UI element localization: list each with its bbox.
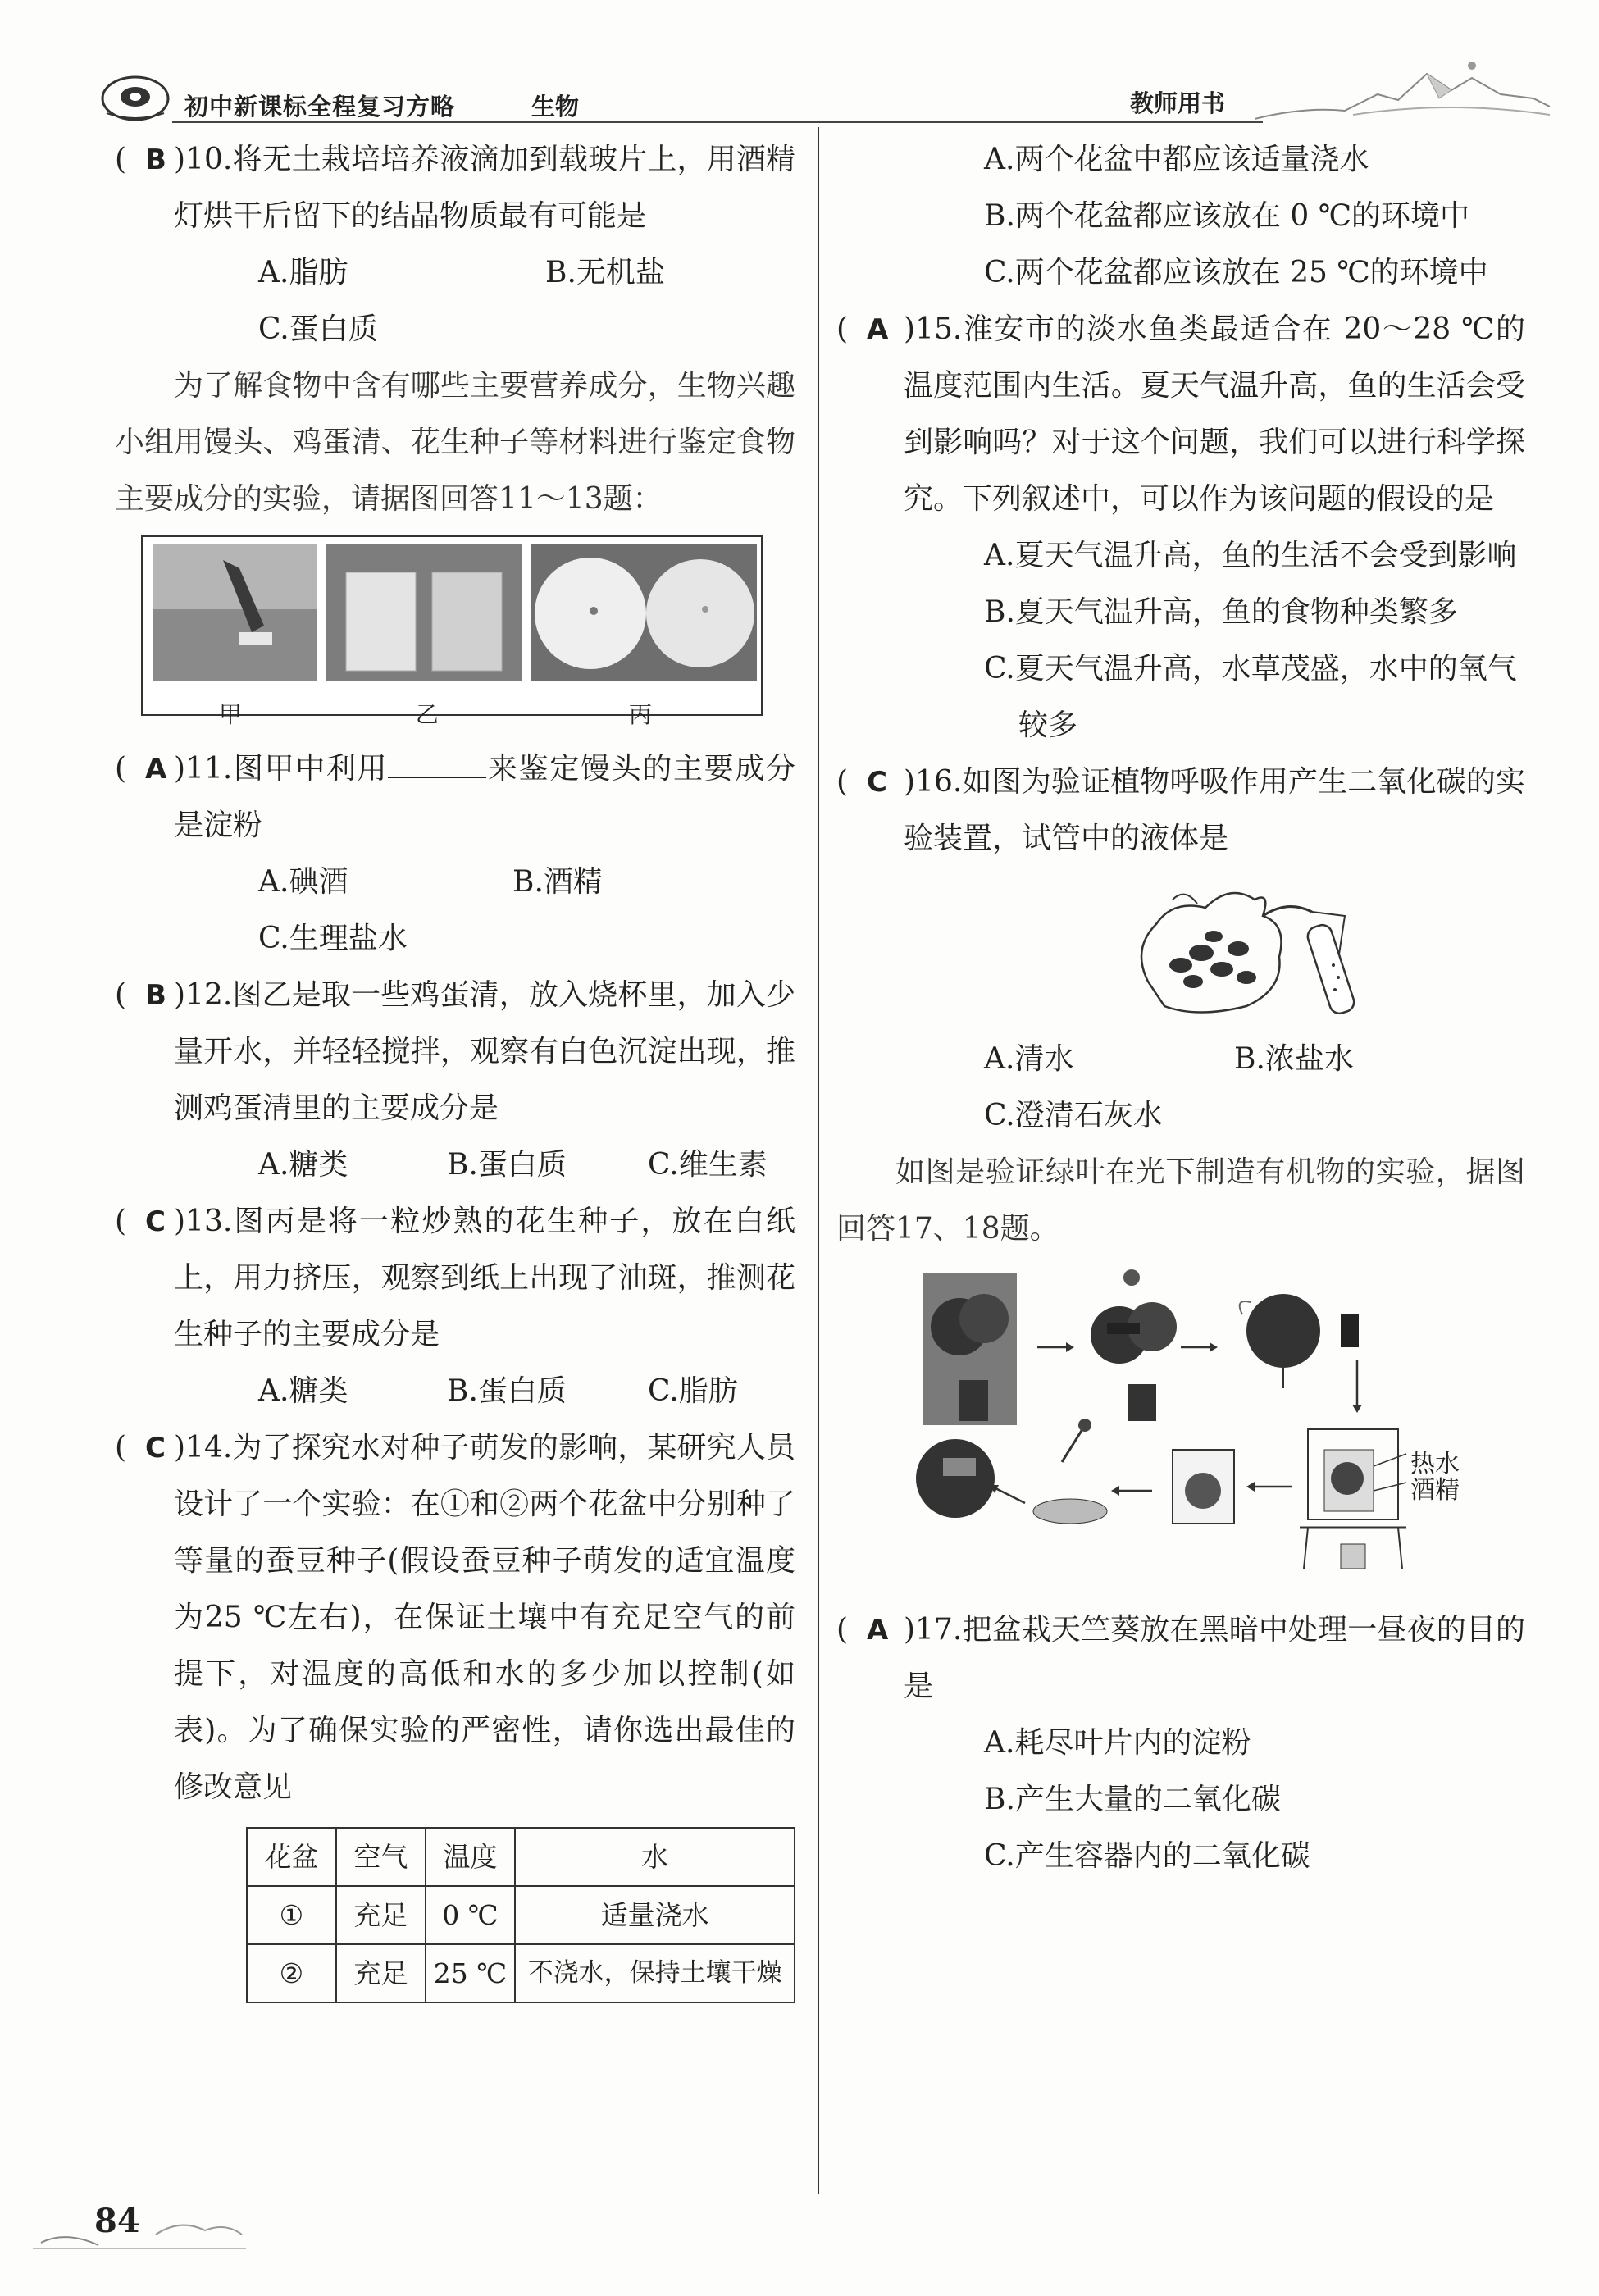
- edition-label: 教师用书: [1130, 89, 1226, 117]
- mountain-decoration-icon: [1255, 49, 1550, 127]
- figure-label-bing: 丙: [629, 701, 653, 728]
- subject-label: 生物: [531, 93, 580, 121]
- q14-option-c: C.两个花盆都应该放在 25 ℃的环境中: [984, 256, 1488, 289]
- table-cell: 0 ℃: [426, 1886, 515, 1944]
- answer-letter: C: [866, 766, 887, 799]
- option-a: A.清水: [984, 1042, 1074, 1076]
- option-a: A.糖类: [258, 1148, 348, 1182]
- right-column: [836, 131, 1525, 1884]
- answer-bracket: ( A: [115, 752, 167, 786]
- option-b: B.蛋白质: [447, 1148, 567, 1182]
- option-b: B.无机盐: [545, 256, 665, 289]
- table-header-cell: 水: [515, 1828, 795, 1886]
- q14-option-b: B.两个花盆都应该放在 0 ℃的环境中: [984, 199, 1469, 233]
- option-c: C.生理盐水: [258, 922, 408, 955]
- question-12: [115, 967, 795, 1137]
- question-13: [115, 1193, 795, 1363]
- figure-label-jia: 甲: [219, 701, 243, 728]
- options-row: [258, 244, 795, 301]
- table-cell: 适量浇水: [515, 1886, 795, 1944]
- page-number: 84: [94, 2202, 140, 2240]
- options-row: [258, 1363, 795, 1419]
- q14-option-a: A.两个花盆中都应该适量浇水: [984, 143, 1369, 176]
- footer-wave-decoration-icon: [33, 2198, 246, 2255]
- book-title: 初中新课标全程复习方略: [184, 93, 456, 121]
- answer-letter: A: [866, 1614, 889, 1647]
- answer-letter: A: [144, 753, 167, 786]
- table-header-cell: 花盆: [247, 1828, 336, 1886]
- question-16: [836, 754, 1525, 867]
- table-row: [247, 1944, 795, 2002]
- answer-letter: B: [144, 979, 166, 1012]
- table-cell: 25 ℃: [426, 1944, 515, 2002]
- conditions-table: [246, 1827, 795, 2003]
- question-stem: )15.淮安市的淡水鱼类最适合在 20～28 ℃的温度范围内生活。夏天气温升高，鱼的生活会受到影响吗？对于这个问题，我们可以进行科学探究。下列叙述中，可以作为该问题的假设的是: [904, 312, 1525, 516]
- answer-bracket: ( C: [115, 1205, 166, 1238]
- option-b: B.产生大量的二氧化碳: [984, 1783, 1281, 1816]
- question-stem: )17.把盆栽天竺葵放在黑暗中处理一昼夜的目的是: [904, 1613, 1525, 1703]
- option-b: B.夏天气温升高，鱼的食物种类繁多: [984, 595, 1458, 629]
- question-stem: [174, 740, 795, 854]
- option-c: C.夏天气温升高，水草茂盛，水中的氧气较多: [984, 652, 1517, 742]
- option-a: A.脂肪: [258, 256, 348, 289]
- options-row: [258, 1137, 795, 1193]
- answer-letter: C: [144, 1205, 166, 1238]
- passage-11-13: 为了解食物中含有哪些主要营养成分，生物兴趣小组用馒头、鸡蛋清、花生种子等材料进行鉴定食物主要成分的实验，请据图回答11～13题：: [115, 369, 795, 516]
- stem-part-2: 来鉴定馒头的主要成分是淀粉: [174, 752, 795, 842]
- answer-letter: B: [144, 144, 166, 176]
- question-stem: )14.为了探究水对种子萌发的影响，某研究人员设计了一个实验：在①和②两个花盆中分别种了等量的蚕豆种子(假设蚕豆种子萌发的适宜温度为25 ℃左右)，在保证土壤中有充足空气的前提下，对温度的高低和水的多少加以控制(如表)。为了确保实验的严密性，请你选出最佳的修改意见: [174, 1431, 795, 1804]
- left-column: [115, 131, 795, 2003]
- publisher-logo-icon: [98, 72, 172, 123]
- answer-bracket: ( C: [115, 1431, 166, 1465]
- table-cell: 不浇水，保持土壤干燥: [515, 1944, 795, 2002]
- question-stem: )12.图乙是取一些鸡蛋清，放入烧杯里，加入少量开水，并轻轻搅拌，观察有白色沉淀出现，推测鸡蛋清里的主要成分是: [174, 978, 795, 1125]
- option-a: A.碘酒: [258, 865, 348, 899]
- answer-letter: A: [866, 313, 889, 346]
- table-cell: 充足: [336, 1944, 426, 2002]
- question-17: [836, 1601, 1525, 1715]
- answer-bracket: ( C: [836, 765, 887, 799]
- question-stem: )13.图丙是将一粒炒熟的花生种子，放在白纸上，用力挤压，观察到纸上出现了油斑，推测花生种子的主要成分是: [174, 1205, 795, 1351]
- table-header-cell: 空气: [336, 1828, 426, 1886]
- question-10: [115, 131, 795, 244]
- stem-part-1: )11.图甲中利用: [174, 752, 389, 786]
- answer-bracket: ( B: [115, 978, 166, 1012]
- option-a: A.夏天气温升高，鱼的生活不会受到影响: [984, 539, 1517, 572]
- question-15: [836, 301, 1525, 527]
- table-cell: 充足: [336, 1886, 426, 1944]
- answer-bracket: ( B: [115, 143, 166, 176]
- option-b: B.酒精: [512, 865, 603, 899]
- question-14: [115, 1419, 795, 1815]
- figure-photosynthesis-steps: [914, 1265, 1525, 1601]
- figure-food-tests: [141, 535, 795, 728]
- table-header-cell: 温度: [426, 1828, 515, 1886]
- options-row: [984, 1031, 1525, 1087]
- page-header: [0, 0, 1599, 131]
- label-hot-water: 热水: [1410, 1450, 1460, 1478]
- option-c: C.产生容器内的二氧化碳: [984, 1839, 1310, 1873]
- plant-bag-test-tube-diagram: [1123, 867, 1402, 1031]
- table-header-row: [247, 1828, 795, 1886]
- header-rule: [172, 121, 1263, 123]
- option-b: B.浓盐水: [1234, 1042, 1354, 1076]
- option-c: C.蛋白质: [258, 312, 378, 346]
- answer-blank: [388, 744, 486, 778]
- answer-bracket: ( A: [836, 1613, 889, 1647]
- option-c: C.维生素: [648, 1148, 768, 1182]
- answer-letter: C: [144, 1432, 166, 1465]
- option-a: A.糖类: [258, 1374, 348, 1408]
- option-c: C.澄清石灰水: [984, 1099, 1163, 1132]
- question-11: [115, 740, 795, 854]
- figure-respiration-apparatus: [1123, 867, 1525, 1031]
- option-a: A.耗尽叶片内的淀粉: [984, 1726, 1251, 1760]
- figure-label-yi: 乙: [416, 701, 440, 728]
- question-stem: )16.如图为验证植物呼吸作用产生二氧化碳的实验装置，试管中的液体是: [904, 765, 1525, 855]
- option-c: C.脂肪: [648, 1374, 738, 1408]
- table-cell: ①: [247, 1886, 336, 1944]
- answer-bracket: ( A: [836, 312, 889, 346]
- question-stem: )10.将无土栽培培养液滴加到载玻片上，用酒精灯烘干后留下的结晶物质最有可能是: [174, 143, 795, 233]
- options-row: [258, 854, 795, 910]
- column-divider: [818, 127, 819, 2194]
- table-row: [247, 1886, 795, 1944]
- photosynthesis-steps-diagram: [914, 1265, 1505, 1593]
- table-cell: ②: [247, 1944, 336, 2002]
- label-alcohol: 酒精: [1410, 1476, 1460, 1505]
- option-b: B.蛋白质: [447, 1374, 567, 1408]
- passage-17-18: 如图是验证绿叶在光下制造有机物的实验，据图回答17、18题。: [836, 1155, 1525, 1246]
